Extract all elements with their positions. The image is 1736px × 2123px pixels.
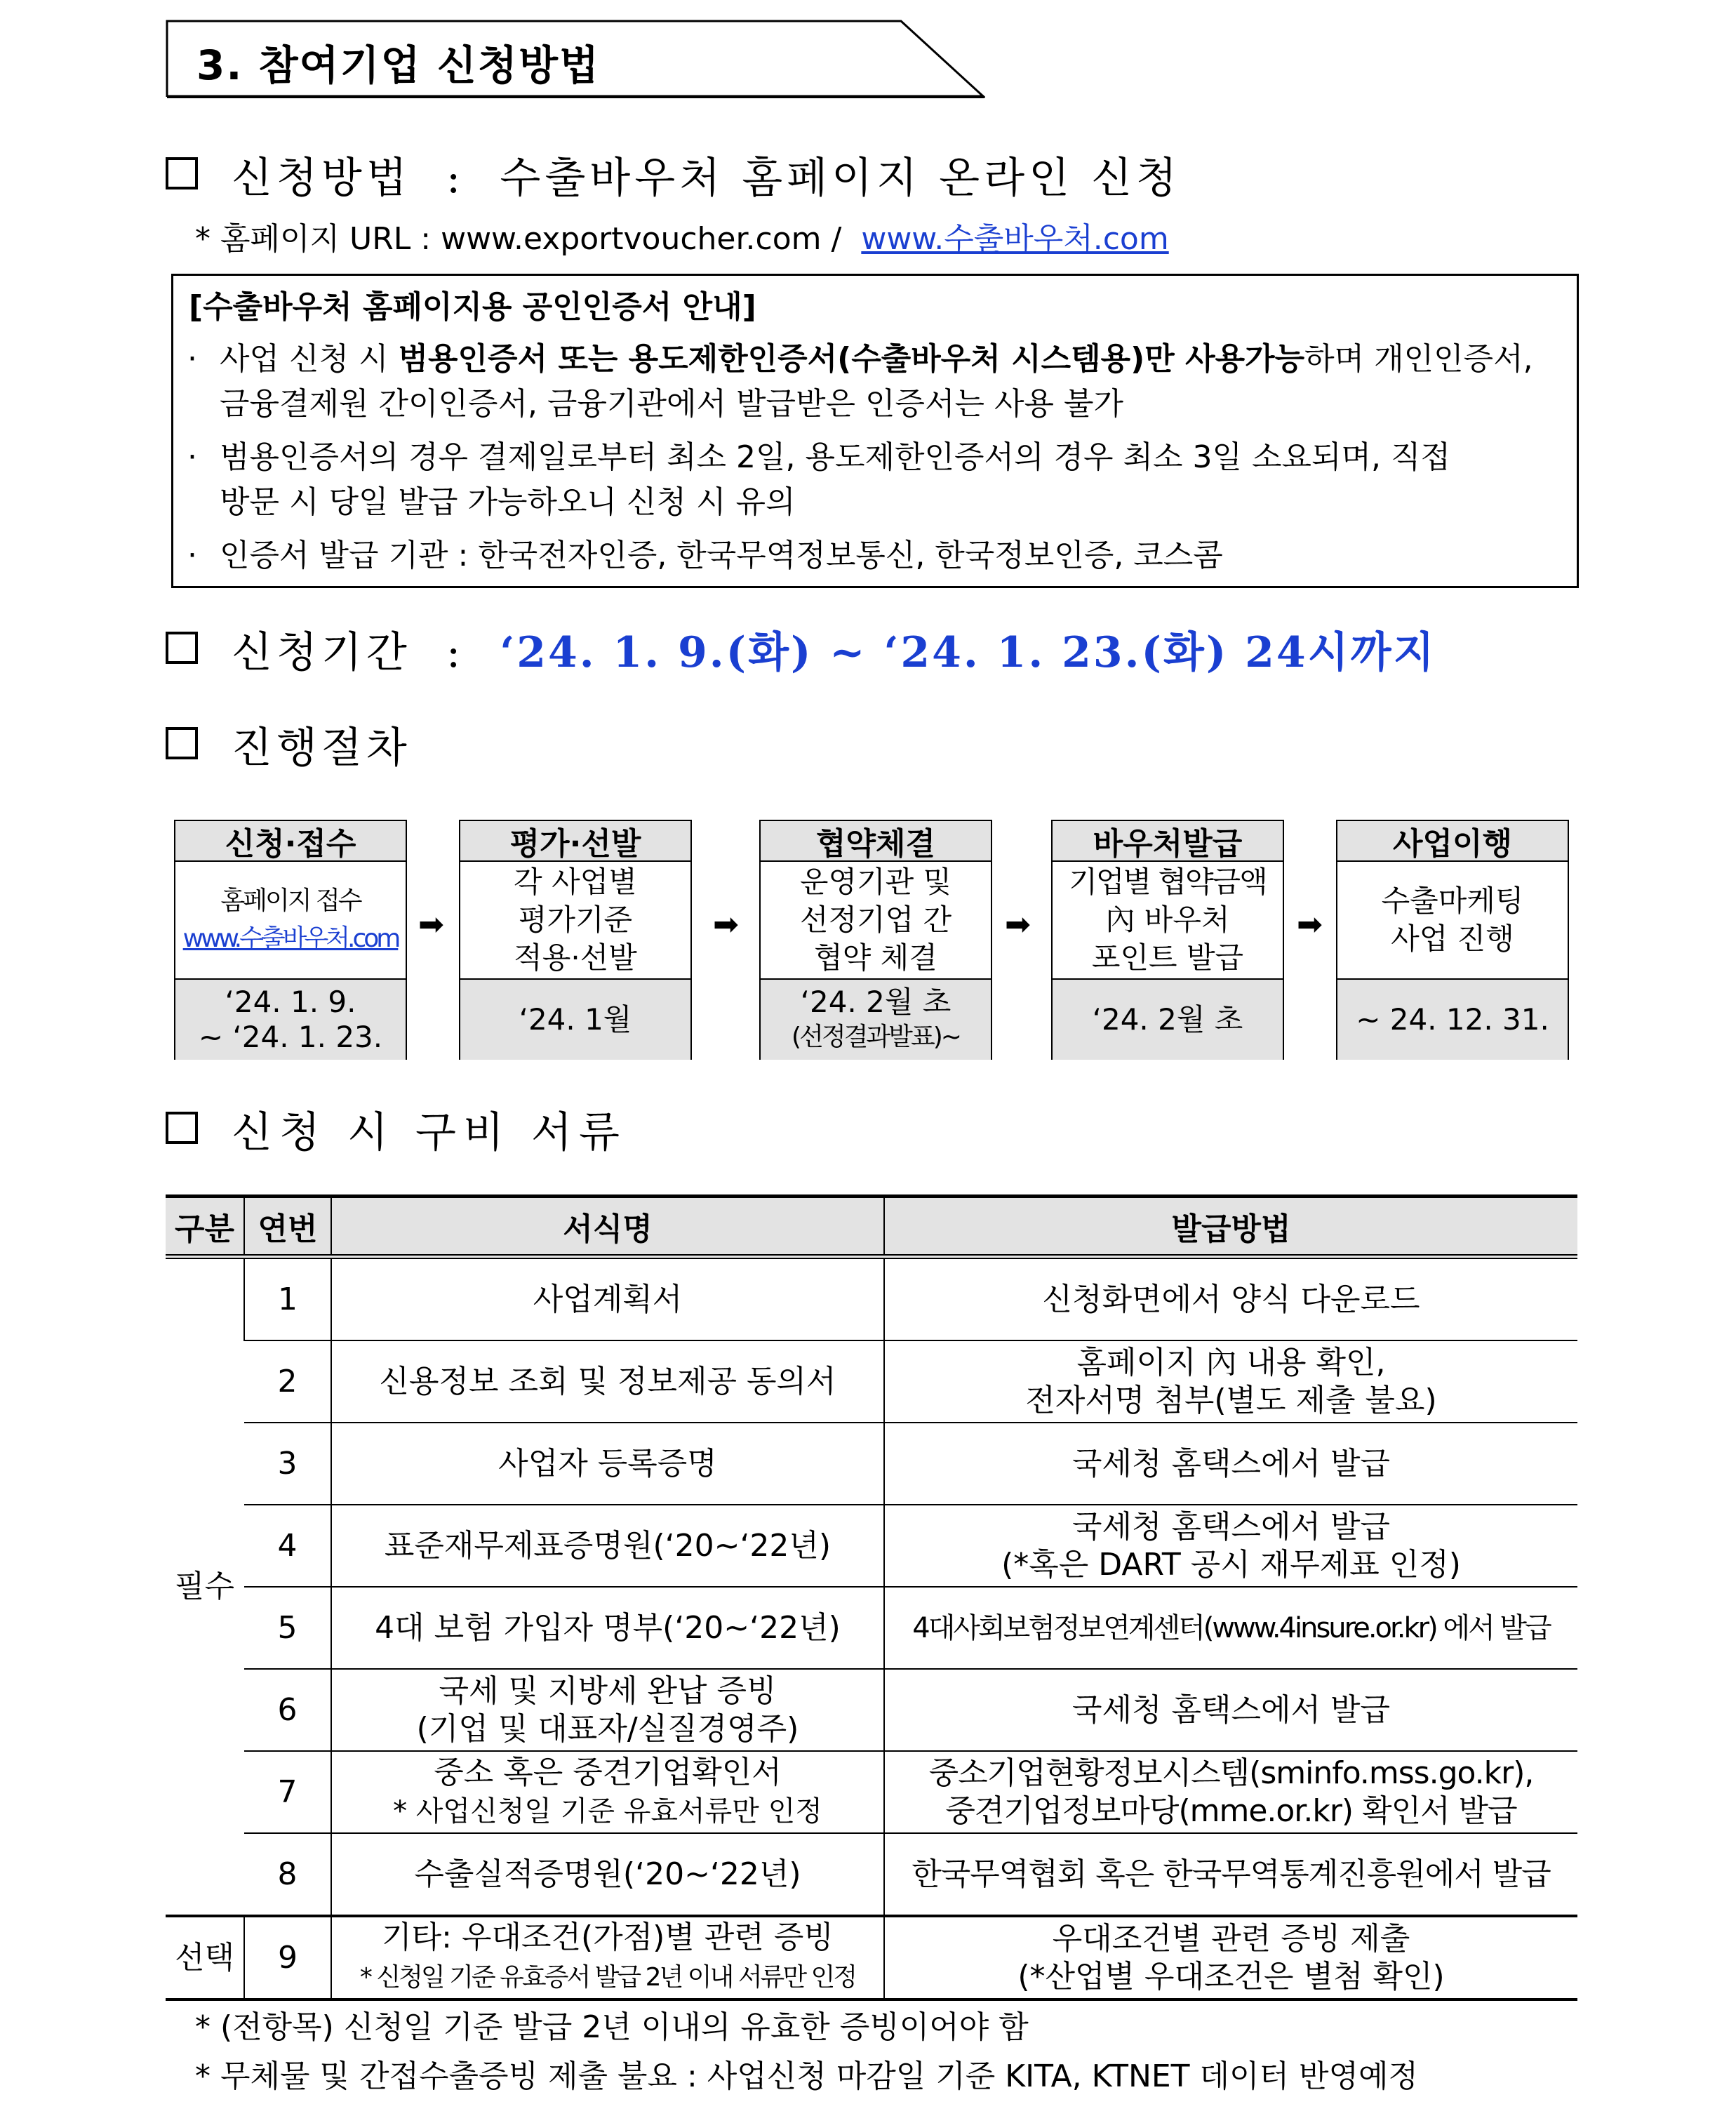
process-step-execution	[1336, 820, 1569, 1060]
bullet: ·	[187, 341, 197, 377]
checkbox-icon	[166, 157, 198, 189]
step-text: 內 바우처	[1105, 903, 1230, 937]
notice-item-1	[187, 333, 1533, 378]
checkbox-icon	[166, 632, 198, 664]
row-issuance: 4대사회보험정보연계센터(www.4insure.or.kr) 에서 발급	[884, 1587, 1577, 1669]
row-form-name: 수출실적증명원(‘20~‘22년)	[331, 1833, 884, 1916]
step-date	[175, 980, 406, 1060]
step-text: 적용·선발	[514, 940, 637, 975]
issuance-line: 중견기업정보마당(mme.or.kr) 확인서 발급	[945, 1792, 1517, 1829]
row-issuance: 한국무역협회 혹은 한국무역통계진흥원에서 발급	[884, 1833, 1577, 1916]
issuance-line: 전자서명 첨부(별도 제출 불요)	[1025, 1382, 1437, 1418]
table-row	[166, 1423, 1577, 1505]
step-body	[460, 862, 690, 980]
table-row	[166, 1340, 1577, 1423]
header-category: 구분	[166, 1197, 244, 1257]
form-name-line: 기타: 우대조건(가점)별 관련 증빙	[382, 1919, 834, 1955]
step-date-line: ‘24. 2월 초	[800, 985, 952, 1019]
notice-item-2	[187, 432, 1450, 477]
header-issuance: 발급방법	[884, 1197, 1577, 1257]
step-text: 협약 체결	[814, 940, 937, 975]
header-form-name: 서식명	[331, 1197, 884, 1257]
step-body	[761, 862, 991, 980]
form-name-note: * 사업신청일 기준 유효서류만 인정	[393, 1795, 822, 1828]
process-heading: 진행절차	[232, 724, 411, 773]
notice-text: 인증서 발급 기관 : 한국전자인증, 한국무역정보통신, 한국정보인증, 코스콤	[220, 538, 1223, 573]
step-date-line: ‘24. 2월 초	[1092, 1002, 1243, 1037]
row-number: 1	[244, 1257, 331, 1341]
row-issuance	[884, 1340, 1577, 1423]
table-row	[166, 1257, 1577, 1341]
step-date-line: (선정결과발표)~	[792, 1023, 960, 1051]
row-issuance: 국세청 홈택스에서 발급	[884, 1669, 1577, 1751]
step-body	[1053, 862, 1283, 980]
group-required: 필수	[166, 1257, 244, 1917]
step-date	[1053, 980, 1283, 1060]
method-value: 수출바우처 홈페이지 온라인 신청	[500, 154, 1182, 203]
row-issuance	[884, 1505, 1577, 1587]
header-number: 연번	[244, 1197, 331, 1257]
row-issuance	[884, 1751, 1577, 1833]
form-name-note: * 신청일 기준 유효증서 발급 2년 이내 서류만 인정	[359, 1963, 856, 1992]
issuance-line: (*산업별 우대조건은 별첨 확인)	[1017, 1958, 1445, 1995]
footnote: * (전항목) 신청일 기준 발급 2년 이내의 유효한 증빙이어야 함	[195, 2009, 1029, 2045]
step-link[interactable]: www.수출바우처.com	[182, 924, 399, 953]
documents-heading: 신청 시 구비 서류	[232, 1108, 627, 1157]
footnote: * 무체물 및 간접수출증빙 제출 불요 : 사업신청 마감일 기준 KITA, KTNET 데이터 반영예정	[195, 2058, 1419, 2094]
row-number: 4	[244, 1505, 331, 1587]
table-header-row	[166, 1197, 1577, 1257]
step-text: 운영기관 및	[799, 865, 952, 899]
issuance-line: (*혹은 DART 공시 재무제표 인정)	[1001, 1546, 1461, 1583]
notice-text: 사업 신청 시	[220, 341, 399, 377]
step-text: 수출마케팅	[1381, 884, 1524, 918]
process-step-evaluation	[459, 820, 692, 1060]
notice-text: 범용인증서의 경우 결제일로부터 최소 2일, 용도제한인증서의 경우 최소 3일 소요되며, 직접	[220, 439, 1450, 475]
step-text: 기업별 협약금액	[1069, 865, 1267, 899]
homepage-link[interactable]: www.수출바우처.com	[861, 221, 1169, 257]
certificate-notice-box	[171, 274, 1579, 588]
row-form-name: 사업계획서	[331, 1257, 884, 1341]
table-row	[166, 1669, 1577, 1751]
notice-emphasis: 범용인증서 또는 용도제한인증서(수출바우처 시스템용)만 사용가능	[398, 341, 1305, 377]
step-date-line: ‘24. 1월	[519, 1002, 632, 1037]
row-form-name: 표준재무제표증명원(‘20~‘22년)	[331, 1505, 884, 1587]
table-row	[166, 1916, 1577, 1999]
notice-item-3	[187, 530, 1223, 575]
row-form-name: 사업자 등록증명	[331, 1423, 884, 1505]
step-title: 협약체결	[761, 821, 991, 862]
notice-text: 하며 개인인증서,	[1304, 341, 1533, 377]
table-row	[166, 1587, 1577, 1669]
row-form-name: 4대 보험 가입자 명부(‘20~‘22년)	[331, 1587, 884, 1669]
notice-item-2-cont: 방문 시 당일 발급 가능하오니 신청 시 유의	[220, 484, 796, 520]
step-date-line: ‘24. 1. 9.	[225, 985, 356, 1019]
step-date	[1337, 980, 1568, 1060]
group-optional: 선택	[166, 1916, 244, 1999]
row-issuance: 국세청 홈택스에서 발급	[884, 1423, 1577, 1505]
row-number: 6	[244, 1669, 331, 1751]
row-number: 3	[244, 1423, 331, 1505]
step-text: 각 사업별	[514, 865, 637, 899]
row-number: 2	[244, 1340, 331, 1423]
step-title: 평가·선발	[460, 821, 690, 862]
row-form-name	[331, 1669, 884, 1751]
form-name-line: 중소 혹은 중견기업확인서	[434, 1755, 782, 1790]
step-date-line: ~ ‘24. 1. 23.	[198, 1020, 383, 1054]
step-body	[1337, 862, 1568, 980]
process-step-application	[174, 820, 407, 1060]
row-issuance	[884, 1916, 1577, 1999]
url-prefix: * 홈페이지 URL : www.exportvoucher.com /	[195, 221, 842, 257]
period-heading	[232, 619, 1436, 679]
row-number: 5	[244, 1587, 331, 1669]
checkbox-icon	[166, 1112, 198, 1144]
step-text: 홈페이지 접수	[220, 886, 361, 915]
form-name-line: (기업 및 대표자/실질경영주)	[416, 1710, 799, 1747]
row-number: 7	[244, 1751, 331, 1833]
notice-item-1-cont: 금융결제원 간이인증서, 금융기관에서 발급받은 인증서는 사용 불가	[220, 386, 1124, 422]
row-number: 9	[244, 1916, 331, 1999]
step-text: 평가기준	[518, 903, 633, 937]
row-number: 8	[244, 1833, 331, 1916]
period-value: ‘24. 1. 9.(화) ~ ‘24. 1. 23.(화) 24시까지	[500, 628, 1436, 677]
row-form-name	[331, 1916, 884, 1999]
step-text: 사업 진행	[1391, 921, 1514, 956]
row-issuance: 신청화면에서 양식 다운로드	[884, 1257, 1577, 1341]
method-label: 신청방법	[232, 154, 411, 203]
process-step-voucher	[1051, 820, 1284, 1060]
step-text: 포인트 발급	[1091, 940, 1244, 975]
step-date	[761, 980, 991, 1060]
step-title: 사업이행	[1337, 821, 1568, 862]
bullet: ·	[187, 439, 197, 475]
section-title: 3. 참여기업 신청방법	[196, 41, 600, 89]
bullet: ·	[187, 538, 197, 573]
step-title: 신청·접수	[175, 821, 406, 862]
step-body	[175, 862, 406, 980]
table-row	[166, 1505, 1577, 1587]
issuance-line: 중소기업현황정보시스템(sminfo.mss.go.kr),	[928, 1755, 1534, 1791]
homepage-url-line	[195, 213, 1169, 258]
documents-table	[166, 1194, 1577, 2001]
period-label: 신청기간	[232, 628, 411, 677]
step-text: 선정기업 간	[799, 903, 952, 937]
step-date	[460, 980, 690, 1060]
process-step-agreement	[759, 820, 992, 1060]
arrow-right-icon: ➡	[418, 907, 444, 943]
arrow-right-icon: ➡	[713, 907, 739, 943]
notice-title: [수출바우처 홈페이지용 공인인증서 안내]	[189, 289, 756, 325]
step-date-line: ~ 24. 12. 31.	[1356, 1002, 1549, 1037]
arrow-right-icon: ➡	[1005, 907, 1031, 943]
issuance-line: 국세청 홈택스에서 발급	[1071, 1508, 1390, 1545]
row-form-name	[331, 1751, 884, 1833]
issuance-line: 우대조건별 관련 증빙 제출	[1052, 1920, 1410, 1957]
issuance-line: 홈페이지 內 내용 확인,	[1076, 1344, 1386, 1380]
checkbox-icon	[166, 727, 198, 759]
table-row	[166, 1833, 1577, 1916]
period-separator: :	[428, 628, 483, 677]
form-name-line: 국세 및 지방세 완납 증빙	[439, 1672, 777, 1709]
method-heading	[232, 145, 1181, 205]
table-row	[166, 1751, 1577, 1833]
row-form-name: 신용정보 조회 및 정보제공 동의서	[331, 1340, 884, 1423]
method-separator: :	[428, 154, 483, 203]
arrow-right-icon: ➡	[1297, 907, 1323, 943]
step-title: 바우처발급	[1053, 821, 1283, 862]
